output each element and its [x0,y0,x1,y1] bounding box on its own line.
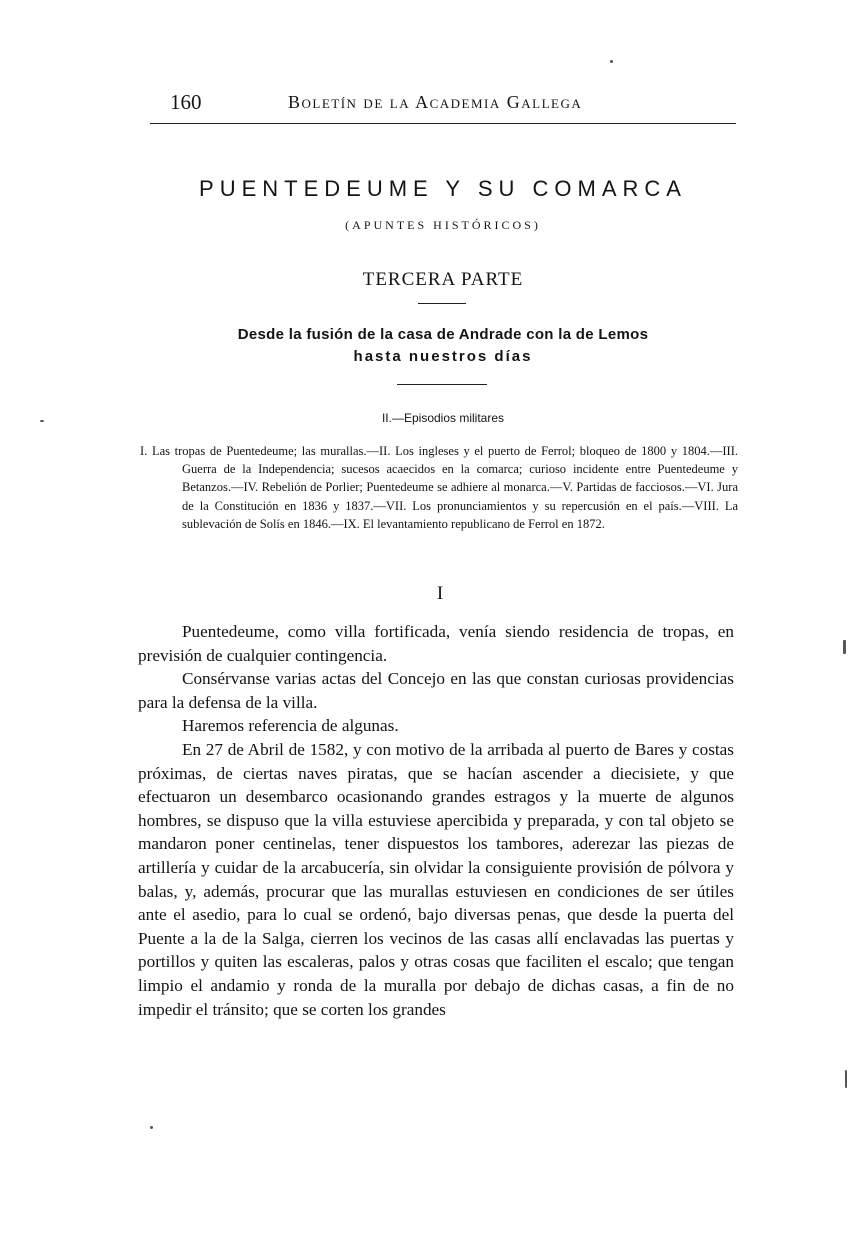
paragraph: Haremos referencia de algunas. [182,716,399,736]
chapter-summary: I. Las tropas de Puentedeume; las murallas.—II. Los ingleses y el puerto de Ferrol; bloqueo de 1800 y 1804.—III. Guerra de la Independencia; sucesos acaecidos en la comarca; curioso incidente entre Puentedeume y Betanzos.—IV. Rebelión de Porlier; Puentedeume se adhiere al monarca.—V. Partidas de facciosos.—VI. Jura de la Constitución en 1836 y 1837.—VII. Los pronunciamientos y su repercusión en el país.—VIII. La sublevación de Solís en 1846.—IX. El levantamiento republicano de Ferrol en 1872. [140,444,738,531]
section-heading-line-1: Desde la fusión de la casa de Andrade con la de Lemos [237,326,649,343]
body-text [138,620,734,1021]
article-subtitle: (APUNTES HISTÓRICOS) [345,218,541,232]
section-heading-line-2: hasta nuestros días [353,348,533,365]
divider-rule [397,384,487,385]
chapter-numeral: I [436,583,444,604]
scan-speck [845,1070,847,1088]
scan-speck [40,420,44,422]
section-heading [0,324,850,368]
chapter-heading: II.—Episodios militares [381,411,505,425]
divider-rule [418,303,466,304]
scan-speck [843,640,846,654]
header-rule [150,123,736,124]
page-number: 160 [170,90,202,114]
running-head [150,90,736,120]
scan-speck [610,60,613,63]
part-heading: TERCERA PARTE [362,269,524,290]
article-title: PUENTEDEUME Y SU COMARCA [199,176,687,201]
paragraph: Consérvanse varias actas del Concejo en las que constan curiosas providencias para la defensa de la villa. [138,669,734,712]
paragraph: Puentedeume, como villa fortificada, venía siendo residencia de tropas, en previsión de cualquier contingencia. [138,622,734,665]
paragraph: En 27 de Abril de 1582, y con motivo de la arribada al puerto de Bares y costas próximas, de ciertas naves piratas, que se hacían ascender a diecisiete, y que efectuaron un desembarco ocasionando grandes estragos y la muerte de algunos hombres, se dispuso que la villa estuviese apercibida y preparada, y con tal objeto se mandaron poner centinelas, tener dispuestos los tambores, aderezar las piezas de artillería y cuidar de la arcabucería, sin olvidar la consiguiente provisión de pólvora y balas, y, además, procurar que las murallas estuviesen en condiciones de ser útiles ante el asedio, para lo cual se ordenó, bajo diversas penas, que desde la puerta del Puente a la de la Salga, cierren los vecinos de las casas allí enclavadas las puertas y portillos y quiten las escaleras, palos y otras cosas que faciliten el escalo; que tengan limpio el andamio y ronda de la muralla por debajo de dichas casas, a fin de no impedir el tránsito; que se corten los grandes [138,739,734,1019]
scan-speck [150,1126,153,1129]
journal-title: Boletín de la Academia Gallega [288,92,583,112]
